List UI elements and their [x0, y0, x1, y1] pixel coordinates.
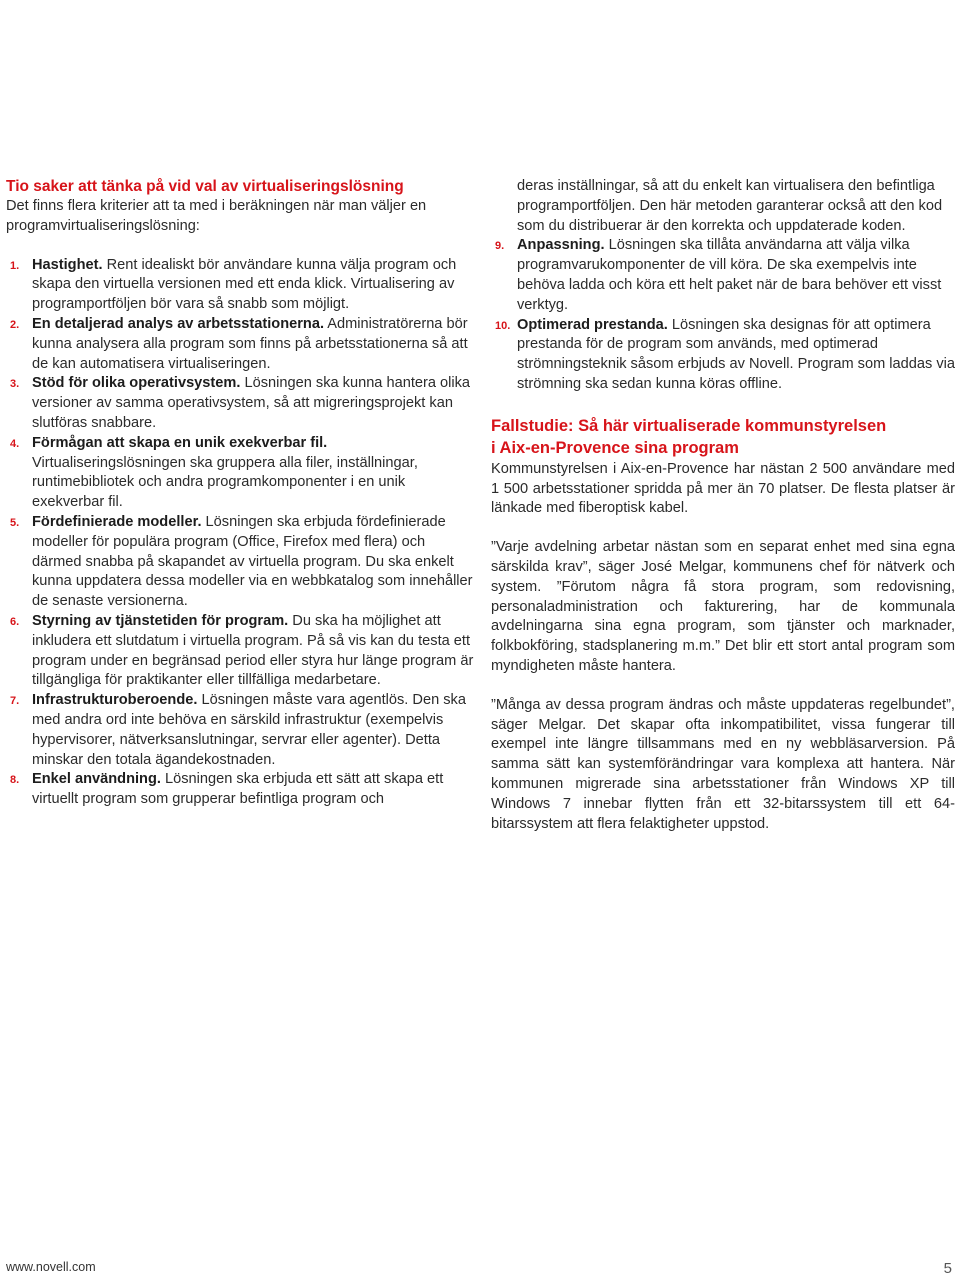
list-item: 3. Stöd för olika operativsystem. Lösningen ska kunna hantera olika versioner av samma operativsystem, så att migreringsprojekt kan slutföras snabbare.	[10, 375, 471, 431]
page-number: 5	[943, 1260, 952, 1277]
list-item: 8. Enkel användning. Lösningen ska erbjuda ett sätt att skapa ett virtuellt program som grupperar befintliga program och	[10, 771, 444, 808]
criteria-list-continued	[491, 236, 955, 394]
list-item: 2. En detaljerad analys av arbetsstationerna. Administratörerna bör kunna analysera alla program som finns på arbetsstationerna så att de kan automatisera virtualiseringen.	[10, 315, 468, 372]
case-study-title-line1: Fallstudie: Så här virtualiserade kommunstyrelsen	[491, 416, 887, 435]
case-study-paragraph-2: ”Varje avdelning arbetar nästan som en separat enhet med sina egna särskilda krav”, säger José Melgar, kommunens chef för nätverk och system. ”Förutom några få stora program, som redovisning, personaladministration och fakturering, har de kommunala avdelningarna sina egna program, som tjänster och marknader, folkbokföring, stadsplanering m.m.” Det blir ett stort antal program som myndigheten måste hantera.	[491, 539, 955, 674]
left-column	[6, 177, 476, 810]
criteria-list	[6, 256, 476, 810]
case-study-paragraph-1: Kommunstyrelsen i Aix-en-Provence har nästan 2 500 användare med 1 500 arbetsstationer spridda på mer än 70 platser. De flesta platser är länkade med fiberoptisk kabel.	[491, 460, 955, 517]
list-item: 9. Anpassning. Lösningen ska tillåta användarna att välja vilka programvarukomponenter de vill köra. De ska exempelvis inte behöva ladda och köra ett helt paket när de bara behöver ett visst verktyg.	[495, 237, 942, 313]
list-item: 1. Hastighet. Rent idealiskt bör användare kunna välja program och skapa den virtuella versionen med ett enda klick. Virtualisering av programportföljen bör vara så snabb som möjligt.	[10, 256, 457, 313]
intro-text: Det finns flera kriterier att ta med i beräkningen när man väljer en programvirtualiseringslösning:	[6, 198, 427, 234]
continued-text: deras inställningar, så att du enkelt kan virtualisera den befintliga programportföljen. Den här metoden garanterar också att den kod som du distribuerar är den korrekta och uppdaterade koden.	[517, 178, 943, 234]
list-item: 6. Styrning av tjänstetiden för program. Du ska ha möjlighet att inkludera ett slutdatum i virtuella program. På så vis kan du testa ett program under en begränsad period eller styra hur länge program är tillgängliga för praktikanter eller tillfälliga medarbetare.	[10, 612, 474, 689]
case-study-title-line2: i Aix-en-Provence sina program	[491, 439, 739, 458]
list-item: 10. Optimerad prestanda. Lösningen ska designas för att optimera prestanda för de program som används, med optimerad strömningsteknik såsom erbjuds av Novell. Program som laddas via strömning ska sedan kunna köras offline.	[495, 316, 955, 392]
case-study-paragraph-3: ”Många av dessa program ändras och måste uppdateras regelbundet”, säger Melgar. Det skapar ofta inkompatibilitet, vissa fungerar till exempel inte längre tillsammans med en ny webbläsarversion. På samma sätt kan systemförändringar vara komplexa att hantera. När kommunen migrerade sina arbetsstationer från Windows XP till Windows 7 innebar flytten från ett 32-bitarssystem till ett 64-bitarssystem att flera felaktigheter uppstod.	[491, 696, 955, 832]
list-item: 5. Fördefinierade modeller. Lösningen ska erbjuda fördefinierade modeller för populära program (Office, Firefox med flera) och därmed snabba på skapandet av virtuella program. Du ska enkelt kunna uppdatera dessa modeller via en webbkatalog som innehåller de senaste versionerna.	[10, 513, 473, 610]
right-column	[491, 177, 955, 834]
list-item: 4. Förmågan att skapa en unik exekverbar fil. Virtualiseringslösningen ska gruppera alla filer, inställningar, runtimebibliotek och andra programkomponenter i en unik exekverbar fil.	[10, 434, 418, 511]
section-title: Tio saker att tänka på vid val av virtualiseringslösning	[6, 178, 404, 195]
footer-url: www.novell.com	[6, 1260, 96, 1274]
case-study-title	[491, 415, 955, 460]
list-item: 7. Infrastrukturoberoende. Lösningen måste vara agentlös. Den ska med andra ord inte behöva en särskild infrastruktur (exempelvis hypervisorer, nätverksanslutningar, servrar eller agenter). Detta minskar den totala ägandekostnaden.	[10, 692, 466, 768]
